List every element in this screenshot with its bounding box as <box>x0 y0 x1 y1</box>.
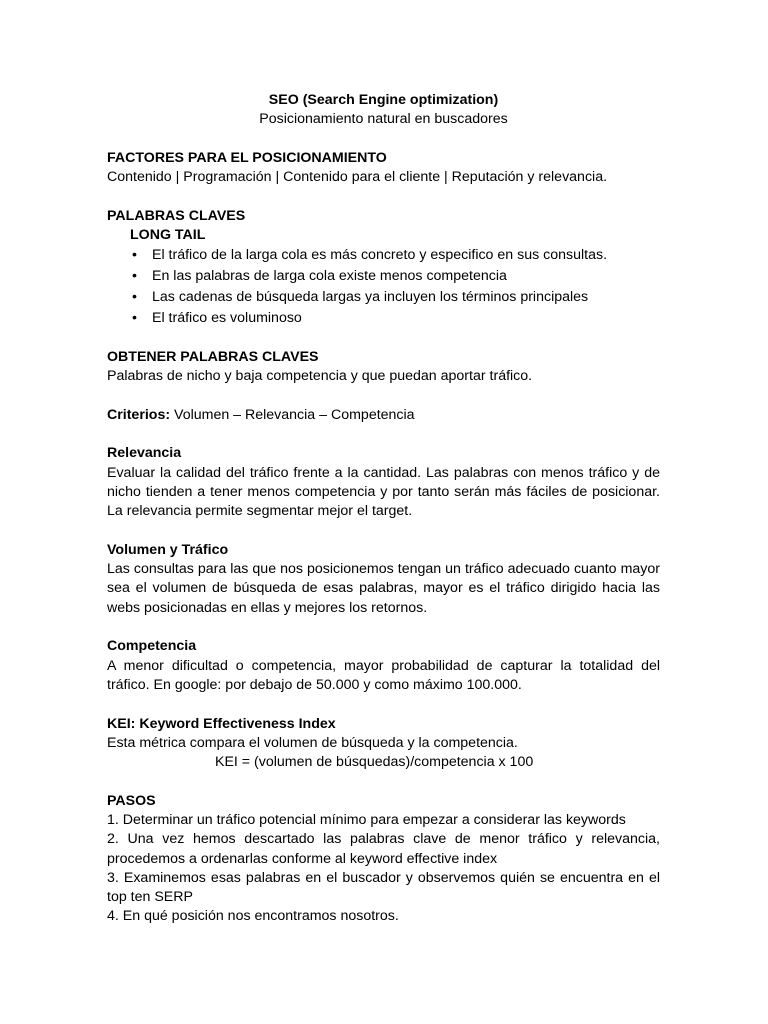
factores-text: Contenido | Programación | Contenido para el cliente | Reputación y relevancia. <box>107 169 608 186</box>
long-tail-subheading: LONG TAIL <box>130 227 206 244</box>
bullet-icon: • <box>132 309 137 326</box>
competencia-text: A menor dificultad o competencia, mayor probabilidad de capturar la totalidad del tráfico. En google: por debajo de 50.000 y como máximo 100.000. <box>107 657 660 693</box>
document-title: SEO (Search Engine optimization) <box>268 92 499 108</box>
relevancia-text: Evaluar la calidad del tráfico frente a la cantidad. Las palabras con menos tráfico y de nicho tienden a tener menos competencia y por tanto serán más fáciles de posicionar. La relevancia permite segmentar mejor el target. <box>107 464 660 520</box>
factores-heading: FACTORES PARA EL POSICIONAMIENTO <box>107 149 387 166</box>
bullet-icon: • <box>132 268 137 285</box>
bullet-icon: • <box>132 288 137 305</box>
pasos-heading: PASOS <box>107 792 156 809</box>
paso-item: 4. En qué posición nos encontramos nosotros. <box>107 908 399 925</box>
competencia-heading: Competencia <box>107 638 197 655</box>
kei-heading: KEI: Keyword Effectiveness Index <box>107 715 336 732</box>
list-item: • Las cadenas de búsqueda largas ya incluyen los términos principales <box>130 287 660 308</box>
palabras-heading: PALABRAS CLAVES <box>107 207 246 224</box>
criterios-line <box>107 406 660 425</box>
bullet-icon: • <box>132 247 137 264</box>
document-subtitle: Posicionamiento natural en buscadores <box>259 111 508 128</box>
relevancia-heading: Relevancia <box>107 445 182 462</box>
paso-item: 3. Examinemos esas palabras en el buscador y observemos quién se encuentra en el top ten SERP <box>107 869 660 906</box>
document-page <box>107 91 660 927</box>
kei-formula: KEI = (volumen de búsquedas)/competencia x 100 <box>215 754 534 771</box>
list-item: • El tráfico de la larga cola es más concreto y especifico en sus consultas. <box>130 245 660 266</box>
list-item: • En las palabras de larga cola existe menos competencia <box>130 266 660 287</box>
obtener-heading: OBTENER PALABRAS CLAVES <box>107 348 319 365</box>
criterios-label: Criterios: <box>107 406 171 423</box>
criterios-text: Volumen – Relevancia – Competencia <box>170 406 415 423</box>
volumen-heading: Volumen y Tráfico <box>107 541 229 558</box>
long-tail-list <box>107 245 660 328</box>
kei-text: Esta métrica compara el volumen de búsqueda y la competencia. <box>107 734 518 751</box>
obtener-text: Palabras de nicho y baja competencia y que puedan aportar tráfico. <box>107 368 533 385</box>
paso-item: 2. Una vez hemos descartado las palabras clave de menor tráfico y relevancia, procedemos a ordenarlas conforme al keyword effective index <box>107 831 660 867</box>
paso-item: 1. Determinar un tráfico potencial mínimo para empezar a considerar las keywords <box>107 811 626 828</box>
list-item: • El tráfico es voluminoso <box>130 308 660 329</box>
volumen-text: Las consultas para las que nos posicionemos tengan un tráfico adecuado cuanto mayor sea el volumen de búsqueda de esas palabras, mayor es el tráfico dirigido hacia las webs posicionadas en ellas y mejores los retornos. <box>107 561 660 616</box>
